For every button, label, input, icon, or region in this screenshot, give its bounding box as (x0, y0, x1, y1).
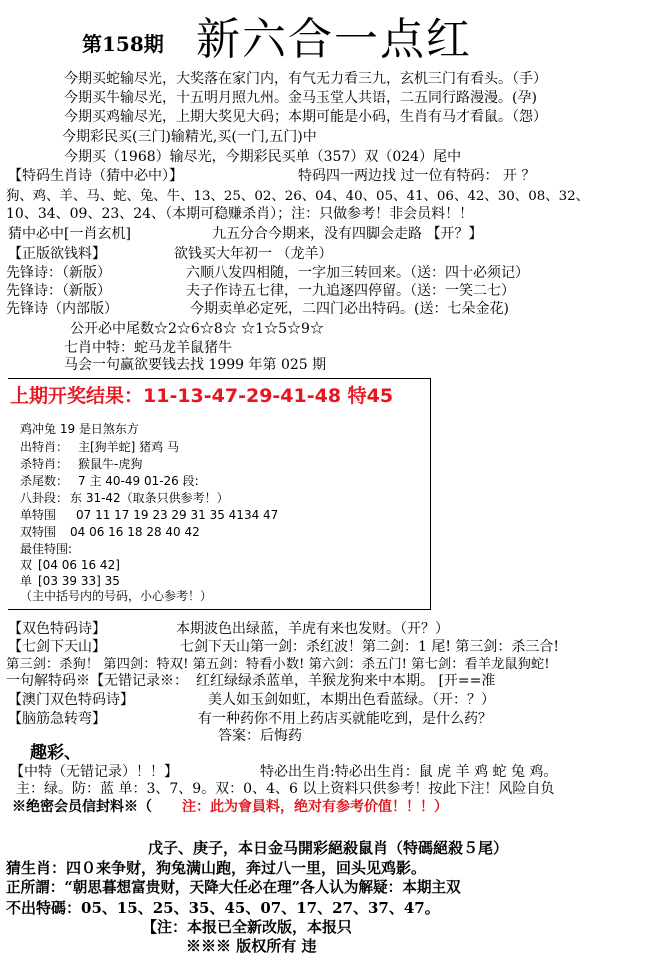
tail-numbers: 公开必中尾数☆2☆6☆8☆ ☆1☆5☆9☆ (70, 321, 324, 337)
result-row-3-label: 杀特肖： (20, 457, 69, 471)
footer-line-2: 猜生肖：四０来争财，狗兔满山跑，奔过八一里，回头见鸡影。 (6, 859, 427, 877)
seven-swords-label: 【七剑下天山】 (8, 639, 106, 655)
riddle-label: 一句解特码※【无错记录※： (6, 673, 188, 689)
hit-text: 特必出生肖:特必出生肖：鼠 虎 羊 鸡 蛇 兔 鸡。 (260, 764, 558, 780)
footer-line-3: 正所謂：“朝思暮想富贵财，天降大任必在理”各人认为解疑：本期主双 (6, 879, 461, 896)
result-row-7-value: 04 06 16 18 28 40 42 (70, 525, 200, 539)
result-row-9-value: [04 06 16 42] (38, 558, 120, 572)
result-row-1: 鸡冲兔 19 是日煞东方 (20, 422, 139, 436)
brain-teaser-answer: 答案：后悔药 (218, 728, 302, 744)
zodiac-list-2: 10、34、09、23、24、（本期可稳赚杀肖）；注：只做参考！非会员料！！ (6, 206, 474, 222)
color-poem-text: 本期波色出绿蓝，羊虎有来也发财。（开？） (176, 621, 449, 637)
seven-zodiac: 七肖中特：蛇马龙羊鼠猪牛 (64, 340, 232, 356)
pioneer-label-2: 先锋诗：（新版） (6, 283, 111, 299)
footer-line-4: 不出特碼：05、15、25、35、45、07、17、27、37、47。 (6, 899, 440, 917)
result-row-2-label: 出特肖： (20, 440, 69, 454)
result-row-4-value: 7 主 40-49 01-26 段: (78, 474, 199, 488)
seven-swords-text-2: 第三剑：杀狗！ 第四剑：特双! 第五剑：特看小数! 第六剑：杀五门! 第七剑：看羊龙鼠狗蛇! (6, 657, 550, 672)
result-row-2-value: 主[狗羊蛇] 猪鸡 马 (78, 440, 179, 454)
footer-line-5: 【注：本报已全新改版，本报只 (142, 918, 353, 936)
macau-label: 【澳门双色特码诗】 (8, 692, 134, 708)
result-row-4-label: 杀尾数： (20, 474, 69, 488)
pioneer-label-3: 先锋诗（内部版） (6, 301, 118, 317)
color-poem-label: 【双色特码诗】 (8, 621, 106, 637)
seven-swords-text-1: 七剑下天山第一剑：杀红波！第二剑：1 尾! 第三剑：杀三合! (180, 639, 560, 655)
top-line-4: 今期彩民买(三门)输精光,买(一门,五门)中 (62, 129, 317, 145)
result-row-10-label: 单 (20, 574, 33, 588)
secret-text: 注：此为會員料，绝对有参考价值！！！） (182, 799, 448, 815)
result-row-3-value: 猴鼠牛-虎狗 (78, 457, 143, 471)
footer-line-1: 戊子、庚子，本日金马開彩絕殺鼠肖（特碼絕殺５尾） (148, 839, 509, 857)
result-row-7-label: 双特围 (20, 525, 57, 539)
guess-text: 九五分合今期来，没有四脚会走路 【开？】 (212, 226, 483, 242)
fun-title: 趣彩、 (30, 743, 81, 763)
result-note: （主中括号内的号码，小心参考！） (20, 589, 213, 603)
last-result-headline: 上期开奖结果：11-13-47-29-41-48 特45 (10, 385, 394, 407)
zodiac-poem-label: 【特码生肖诗（猜中必中）】 (8, 168, 183, 184)
result-row-5-value: 东 31-42（取条只供参考！） (70, 491, 229, 505)
guess-label: 猜中必中[一肖玄机] (8, 226, 131, 242)
zodiac-poem-text: 特码四一两边找 过一位有特码： 开 ？ (298, 168, 536, 184)
result-row-6-value: 07 11 17 19 23 29 31 35 4134 47 (76, 508, 279, 522)
result-row-9-label: 双 (20, 558, 33, 572)
top-line-2: 今期买牛输尽光，十五明月照九州。金马玉堂人共语，二五同行路漫漫。(孕) (64, 90, 537, 106)
hit-label: 【中特（无错记录）！！】 (10, 764, 178, 780)
pioneer-label-1: 先锋诗：（新版） (6, 265, 111, 281)
brain-teaser-label: 【脑筋急转弯】 (8, 711, 106, 727)
result-row-8-label: 最佳特围: (20, 542, 73, 556)
zodiac-list-1: 狗、鸡、羊、马、蛇、兔、牛、13、25、02、26、04、40、05、41、06、42、30、08、32、 (6, 189, 590, 204)
main-green-line: 主：绿。防：蓝 单：3、7、9。双：0、4、6 以上资料只供参考！按此下注！风险自负 (16, 781, 555, 797)
money-text: 欲钱买大年初一 （龙羊） (174, 246, 333, 262)
macau-text: 美人如玉剑如虹，本期出色看蓝绿。（开：？） (208, 692, 495, 708)
horse-club-line: 马会一句赢欲要钱去找 1999 年第 025 期 (64, 357, 327, 373)
pioneer-text-3: 今期卖单必定死，二四门必出特码。(送：七朵金花) (190, 301, 509, 317)
riddle-text: 红红绿绿杀蓝单，羊猴龙狗来中本期。 [开==准 (196, 673, 496, 689)
issue-number: 第158期 (82, 32, 164, 56)
page-title: 新六合一点红 (196, 14, 472, 65)
top-line-1: 今期买蛇输尽光，大奖落在家门内，有气无力看三九，玄机三门有看头。（手） (64, 71, 547, 87)
footer-line-6: ※※※ 版权所有 违 (186, 937, 317, 955)
pioneer-text-2: 夫子作诗五七律，一九追逐四停留。（送：一笑二七） (186, 283, 515, 299)
secret-label: ※绝密会员信封料※（ (12, 799, 152, 815)
top-line-3: 今期买鸡输尽光，上期大奖见大码；本期可能是小码，生肖有马才看鼠。（怨） (64, 109, 547, 125)
result-row-5-label: 八卦段： (20, 491, 69, 505)
money-label: 【正版欲钱料】 (8, 246, 106, 262)
result-row-10-value: [03 39 33] 35 (38, 574, 120, 588)
brain-teaser-text: 有一种药你不用上药店买就能吃到，是什么药？ (198, 711, 492, 727)
result-row-6-label: 单特围 (20, 508, 57, 522)
pioneer-text-1: 六顺八发四相随，一字加三转回来。（送：四十必须记） (186, 265, 529, 281)
top-line-5: 今期买（1968）输尽光，今期彩民买单（357）双（024）尾中 (64, 149, 462, 165)
